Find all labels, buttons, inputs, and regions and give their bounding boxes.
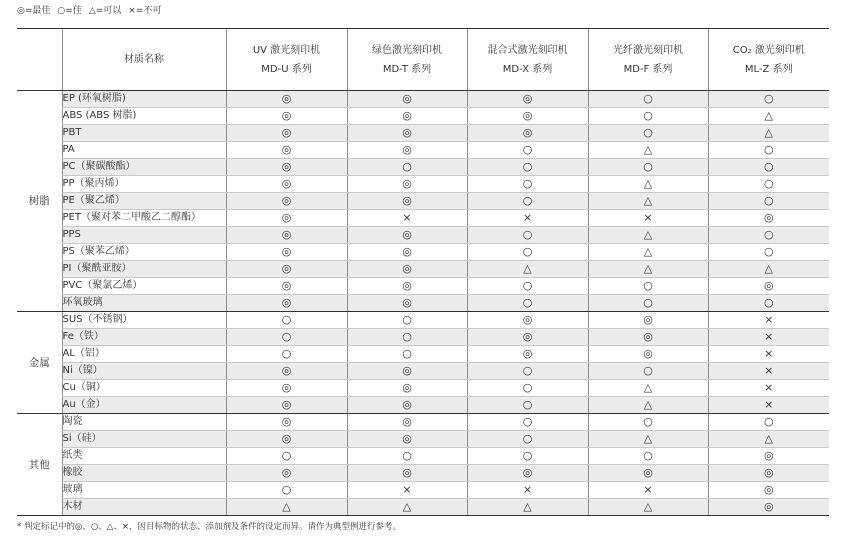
legend-symbol: ×	[128, 6, 136, 16]
rating-cell: ◎	[347, 414, 467, 431]
category-label: 树脂	[17, 91, 62, 312]
material-name-cell: PC（聚碳酸酯）	[62, 159, 226, 176]
rating-cell: ×	[467, 210, 588, 227]
legend-text: =不可	[135, 6, 162, 16]
legend-text: =佳	[65, 6, 82, 16]
table-row	[17, 108, 829, 125]
material-name-cell: Au（金）	[62, 397, 226, 414]
rating-cell: ○	[347, 346, 467, 363]
material-name-cell: AL（铝）	[62, 346, 226, 363]
rating-cell: ◎	[588, 312, 708, 329]
rating-cell: △	[588, 227, 708, 244]
column-name: 绿色激光刻印机	[372, 44, 442, 56]
rating-cell: ◎	[226, 244, 347, 261]
legend-item	[89, 6, 121, 16]
column-series: MD-U 系列	[261, 63, 312, 75]
material-name-cell: PI（聚酰亚胺）	[62, 261, 226, 278]
rating-cell: ○	[467, 295, 588, 312]
rating-cell: ◎	[226, 210, 347, 227]
column-series: ML-Z 系列	[744, 63, 793, 75]
rating-cell: △	[588, 142, 708, 159]
column-series: MD-T 系列	[382, 63, 432, 75]
rating-cell: ◎	[708, 465, 829, 482]
table-row	[17, 227, 829, 244]
rating-cell: ○	[347, 448, 467, 465]
rating-cell: ◎	[226, 108, 347, 125]
rating-cell: ○	[467, 193, 588, 210]
table-row	[17, 244, 829, 261]
rating-cell: ◎	[226, 380, 347, 397]
category-label: 金属	[17, 312, 62, 414]
table-row	[17, 91, 829, 108]
rating-cell: △	[588, 380, 708, 397]
table-row	[17, 278, 829, 295]
rating-cell: ○	[467, 380, 588, 397]
table-row	[17, 176, 829, 193]
rating-cell: ○	[588, 295, 708, 312]
table-row	[17, 499, 829, 516]
rating-cell: ○	[226, 448, 347, 465]
table-row	[17, 193, 829, 210]
table-row	[17, 431, 829, 448]
rating-cell: ◎	[347, 363, 467, 380]
rating-cell: ○	[467, 448, 588, 465]
rating-cell: △	[226, 499, 347, 516]
rating-cell: ○	[588, 108, 708, 125]
rating-cell: △	[708, 261, 829, 278]
rating-cell: ◎	[226, 363, 347, 380]
table-row	[17, 312, 829, 329]
rating-cell: ◎	[226, 431, 347, 448]
rating-cell: ○	[708, 142, 829, 159]
rating-cell: ○	[588, 125, 708, 142]
rating-cell: ◎	[588, 329, 708, 346]
table-row	[17, 482, 829, 499]
column-header-md-f	[588, 29, 708, 91]
rating-cell: ×	[588, 482, 708, 499]
rating-cell: ◎	[226, 414, 347, 431]
rating-cell: ◎	[708, 210, 829, 227]
rating-cell: △	[588, 431, 708, 448]
legend-text: =可以	[95, 6, 122, 16]
rating-cell: ◎	[226, 295, 347, 312]
rating-cell: ◎	[347, 295, 467, 312]
rating-cell: ○	[347, 329, 467, 346]
rating-cell: ○	[467, 397, 588, 414]
rating-cell: ○	[708, 176, 829, 193]
rating-cell: ○	[467, 176, 588, 193]
column-series: MD-F 系列	[623, 63, 673, 75]
rating-cell: ○	[708, 227, 829, 244]
rating-cell: ◎	[226, 91, 347, 108]
table-row	[17, 380, 829, 397]
table-row	[17, 329, 829, 346]
rating-cell: △	[588, 244, 708, 261]
material-name-cell: 玻璃	[62, 482, 226, 499]
category-label: 其他	[17, 414, 62, 516]
rating-cell: ◎	[226, 176, 347, 193]
table-row	[17, 261, 829, 278]
rating-cell: ◎	[347, 176, 467, 193]
rating-cell: ◎	[708, 448, 829, 465]
column-header-md-x	[467, 29, 588, 91]
rating-cell: ○	[588, 448, 708, 465]
legend-item	[128, 6, 161, 16]
table-row	[17, 363, 829, 380]
rating-cell: ○	[588, 159, 708, 176]
material-name-cell: 木材	[62, 499, 226, 516]
material-name-cell: SUS（不锈钢）	[62, 312, 226, 329]
material-name-cell: PPS	[62, 227, 226, 244]
rating-cell: ○	[347, 159, 467, 176]
rating-cell: ○	[708, 193, 829, 210]
rating-cell: ◎	[347, 397, 467, 414]
table-row	[17, 448, 829, 465]
material-name-cell: Si（硅）	[62, 431, 226, 448]
legend-text: =最佳	[24, 6, 51, 16]
rating-cell: △	[708, 108, 829, 125]
rating-cell: ×	[588, 210, 708, 227]
rating-cell: ×	[708, 329, 829, 346]
column-name: 光纤激光刻印机	[613, 44, 683, 56]
legend	[17, 5, 168, 17]
table-row	[17, 159, 829, 176]
rating-cell: △	[588, 193, 708, 210]
rating-cell: ○	[226, 482, 347, 499]
rating-cell: ×	[708, 312, 829, 329]
rating-cell: ◎	[588, 346, 708, 363]
rating-cell: ×	[708, 346, 829, 363]
rating-cell: ◎	[347, 431, 467, 448]
rating-cell: ○	[226, 346, 347, 363]
rating-cell: ×	[347, 482, 467, 499]
rating-cell: ◎	[347, 380, 467, 397]
rating-cell: ×	[708, 380, 829, 397]
rating-cell: ◎	[347, 261, 467, 278]
rating-cell: ◎	[347, 108, 467, 125]
rating-cell: △	[588, 397, 708, 414]
rating-cell: ◎	[467, 346, 588, 363]
rating-cell: △	[708, 431, 829, 448]
rating-cell: ◎	[467, 91, 588, 108]
rating-cell: ◎	[226, 159, 347, 176]
material-name-cell: PS（聚苯乙烯）	[62, 244, 226, 261]
rating-cell: ◎	[347, 91, 467, 108]
rating-cell: ○	[467, 227, 588, 244]
legend-symbol: ◎	[17, 6, 25, 16]
table-row	[17, 142, 829, 159]
rating-cell: ◎	[226, 227, 347, 244]
rating-cell: ○	[467, 278, 588, 295]
material-compatibility-table	[17, 28, 829, 516]
rating-cell: ◎	[347, 278, 467, 295]
material-name-cell: EP (环氧树脂)	[62, 91, 226, 108]
rating-cell: ○	[467, 363, 588, 380]
legend-symbol: ○	[57, 6, 66, 16]
legend-symbol: △	[88, 6, 96, 16]
rating-cell: ○	[467, 414, 588, 431]
column-name: CO₂ 激光刻印机	[732, 44, 805, 56]
rating-cell: ○	[226, 312, 347, 329]
rating-cell: ◎	[347, 193, 467, 210]
material-name-cell: 陶瓷	[62, 414, 226, 431]
rating-cell: ◎	[467, 125, 588, 142]
rating-cell: ○	[347, 312, 467, 329]
rating-cell: ◎	[467, 108, 588, 125]
rating-cell: ◎	[347, 465, 467, 482]
rating-cell: ○	[708, 295, 829, 312]
rating-cell: ○	[708, 159, 829, 176]
table-row	[17, 397, 829, 414]
column-name: 混合式激光刻印机	[487, 44, 568, 56]
material-name-cell: PBT	[62, 125, 226, 142]
rating-cell: ◎	[226, 193, 347, 210]
rating-cell: ◎	[226, 142, 347, 159]
table-row	[17, 295, 829, 312]
column-header-md-u	[226, 29, 347, 91]
column-header-ml-z	[708, 29, 829, 91]
rating-cell: ◎	[347, 125, 467, 142]
rating-cell: ◎	[708, 482, 829, 499]
rating-cell: △	[708, 125, 829, 142]
material-name-cell: PP（聚丙烯）	[62, 176, 226, 193]
rating-cell: ◎	[226, 125, 347, 142]
material-name-cell: 环氧玻璃	[62, 295, 226, 312]
rating-cell: ○	[708, 91, 829, 108]
rating-cell: ○	[226, 329, 347, 346]
rating-cell: ○	[467, 244, 588, 261]
material-name-cell: Ni（镍）	[62, 363, 226, 380]
category-header	[17, 29, 62, 91]
rating-cell: ◎	[467, 312, 588, 329]
rating-cell: ×	[467, 482, 588, 499]
rating-cell: ○	[708, 244, 829, 261]
rating-cell: ◎	[226, 261, 347, 278]
rating-cell: △	[347, 499, 467, 516]
table-row	[17, 465, 829, 482]
legend-item	[17, 6, 50, 16]
rating-cell: ○	[588, 91, 708, 108]
rating-cell: ○	[467, 431, 588, 448]
material-name-cell: Cu（铜）	[62, 380, 226, 397]
material-name-cell: 橡胶	[62, 465, 226, 482]
rating-cell: ◎	[347, 142, 467, 159]
rating-cell: ◎	[708, 278, 829, 295]
rating-cell: ○	[588, 363, 708, 380]
rating-cell: ◎	[226, 397, 347, 414]
material-name-cell: 纸类	[62, 448, 226, 465]
rating-cell: ◎	[347, 244, 467, 261]
column-header-md-t	[347, 29, 467, 91]
material-name-header: 材质名称	[62, 29, 226, 91]
material-name-cell: PET（聚对苯二甲酸乙二醇酯）	[62, 210, 226, 227]
table-row	[17, 125, 829, 142]
table-row	[17, 210, 829, 227]
material-name-cell: PVC（聚氯乙烯）	[62, 278, 226, 295]
material-name-cell: ABS (ABS 树脂)	[62, 108, 226, 125]
rating-cell: ○	[708, 414, 829, 431]
rating-cell: ◎	[708, 499, 829, 516]
rating-cell: ◎	[226, 465, 347, 482]
rating-cell: ×	[708, 363, 829, 380]
rating-cell: △	[588, 499, 708, 516]
material-name-cell: PE（聚乙烯）	[62, 193, 226, 210]
table-row	[17, 414, 829, 431]
rating-cell: ◎	[588, 465, 708, 482]
table-row	[17, 346, 829, 363]
rating-cell: △	[588, 261, 708, 278]
footnote: * 判定标记中的◎、○、△、×，因目标物的状态、添加剂及条件的设定而异。请作为典型例进行参考。	[17, 522, 401, 532]
rating-cell: ◎	[226, 278, 347, 295]
rating-cell: ◎	[467, 329, 588, 346]
rating-cell: ◎	[467, 465, 588, 482]
column-name: UV 激光刻印机	[252, 44, 321, 56]
table-header-row	[17, 29, 829, 91]
column-series: MD-X 系列	[502, 63, 553, 75]
rating-cell: ○	[588, 414, 708, 431]
table-body	[17, 91, 829, 516]
rating-cell: ×	[708, 397, 829, 414]
rating-cell: ◎	[347, 227, 467, 244]
rating-cell: ○	[588, 278, 708, 295]
rating-cell: △	[467, 261, 588, 278]
rating-cell: ×	[347, 210, 467, 227]
material-name-cell: Fe（铁）	[62, 329, 226, 346]
rating-cell: △	[467, 499, 588, 516]
material-name-cell: PA	[62, 142, 226, 159]
legend-item	[57, 6, 81, 16]
rating-cell: ○	[467, 159, 588, 176]
rating-cell: △	[588, 176, 708, 193]
rating-cell: ○	[467, 142, 588, 159]
